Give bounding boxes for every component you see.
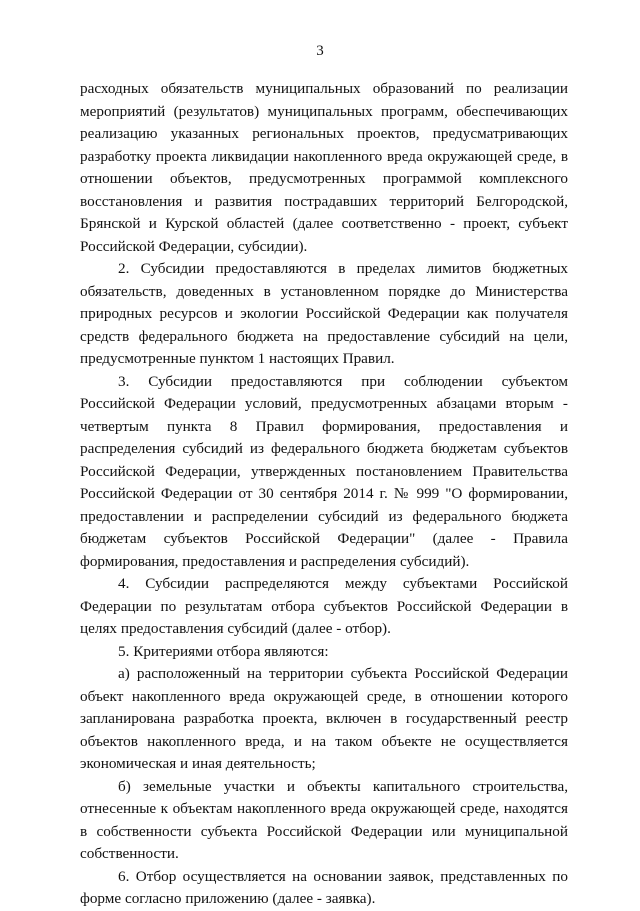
paragraph-clause-2: 2. Субсидии предоставляются в пределах лимитов бюджетных обязательств, доведенных в установленном порядке до Министерства природных ресурсов и экологии Российской Федерации как получателя средств федерального бюджета на предоставление субсидий на цели, предусмотренные пунктом 1 настоящих Правил. — [80, 260, 568, 367]
paragraph-clause-3: 3. Субсидии предоставляются при соблюдении субъектом Российской Федерации условий, предусмотренных абзацами вторым - четвертым пункта 8 Правил формирования, предоставления и распределения субсидий из федерального бюджета бюджетам субъектов Российской Федерации, утвержденных постановлением Правительства Российской Федерации от 30 сентября 2014 г. № 999 "О формировании, предоставлении и распределении субсидий из федерального бюджета бюджетам субъектов Российской Федерации" (далее - Правила формирования, предоставления и распределения субсидий). — [80, 372, 568, 570]
paragraph-clause-5: 5. Критериями отбора являются: — [118, 642, 329, 660]
paragraph-clause-6: 6. Отбор осуществляется на основании заявок, представленных по форме согласно приложению (далее - заявка). — [80, 867, 568, 907]
paragraph-clause-4: 4. Субсидии распределяются между субъектами Российской Федерации по результатам отбора субъектов Российской Федерации в целях предоставления субсидий (далее - отбор). — [80, 575, 568, 637]
document-body — [80, 78, 568, 911]
page-number: 3 — [316, 43, 324, 59]
paragraph-continuation: расходных обязательств муниципальных образований по реализации мероприятий (результатов) муниципальных программ, обеспечивающих реализацию указанных региональных проектов, предусматривающих разработку проекта ликвидации накопленного вреда окружающей среде, в отношении объектов, предусмотренных программой комплексного восстановления и развития пострадавших территорий Белгородской, Брянской и Курской областей (далее соответственно - проект, субъект Российской Федерации, субсидии). — [80, 80, 568, 255]
paragraph-subclause-b: б) земельные участки и объекты капитального строительства, отнесенные к объектам накопленного вреда окружающей среде, находятся в собственности субъекта Российской Федерации или муниципальной собственности. — [80, 777, 568, 862]
paragraph-subclause-a: а) расположенный на территории субъекта Российской Федерации объект накопленного вреда окружающей среде, в отношении которого запланирована разработка проекта, включен в государственный реестр объектов накопленного вреда, и на таком объекте не осуществляется экономическая и иная деятельность; — [80, 665, 568, 772]
